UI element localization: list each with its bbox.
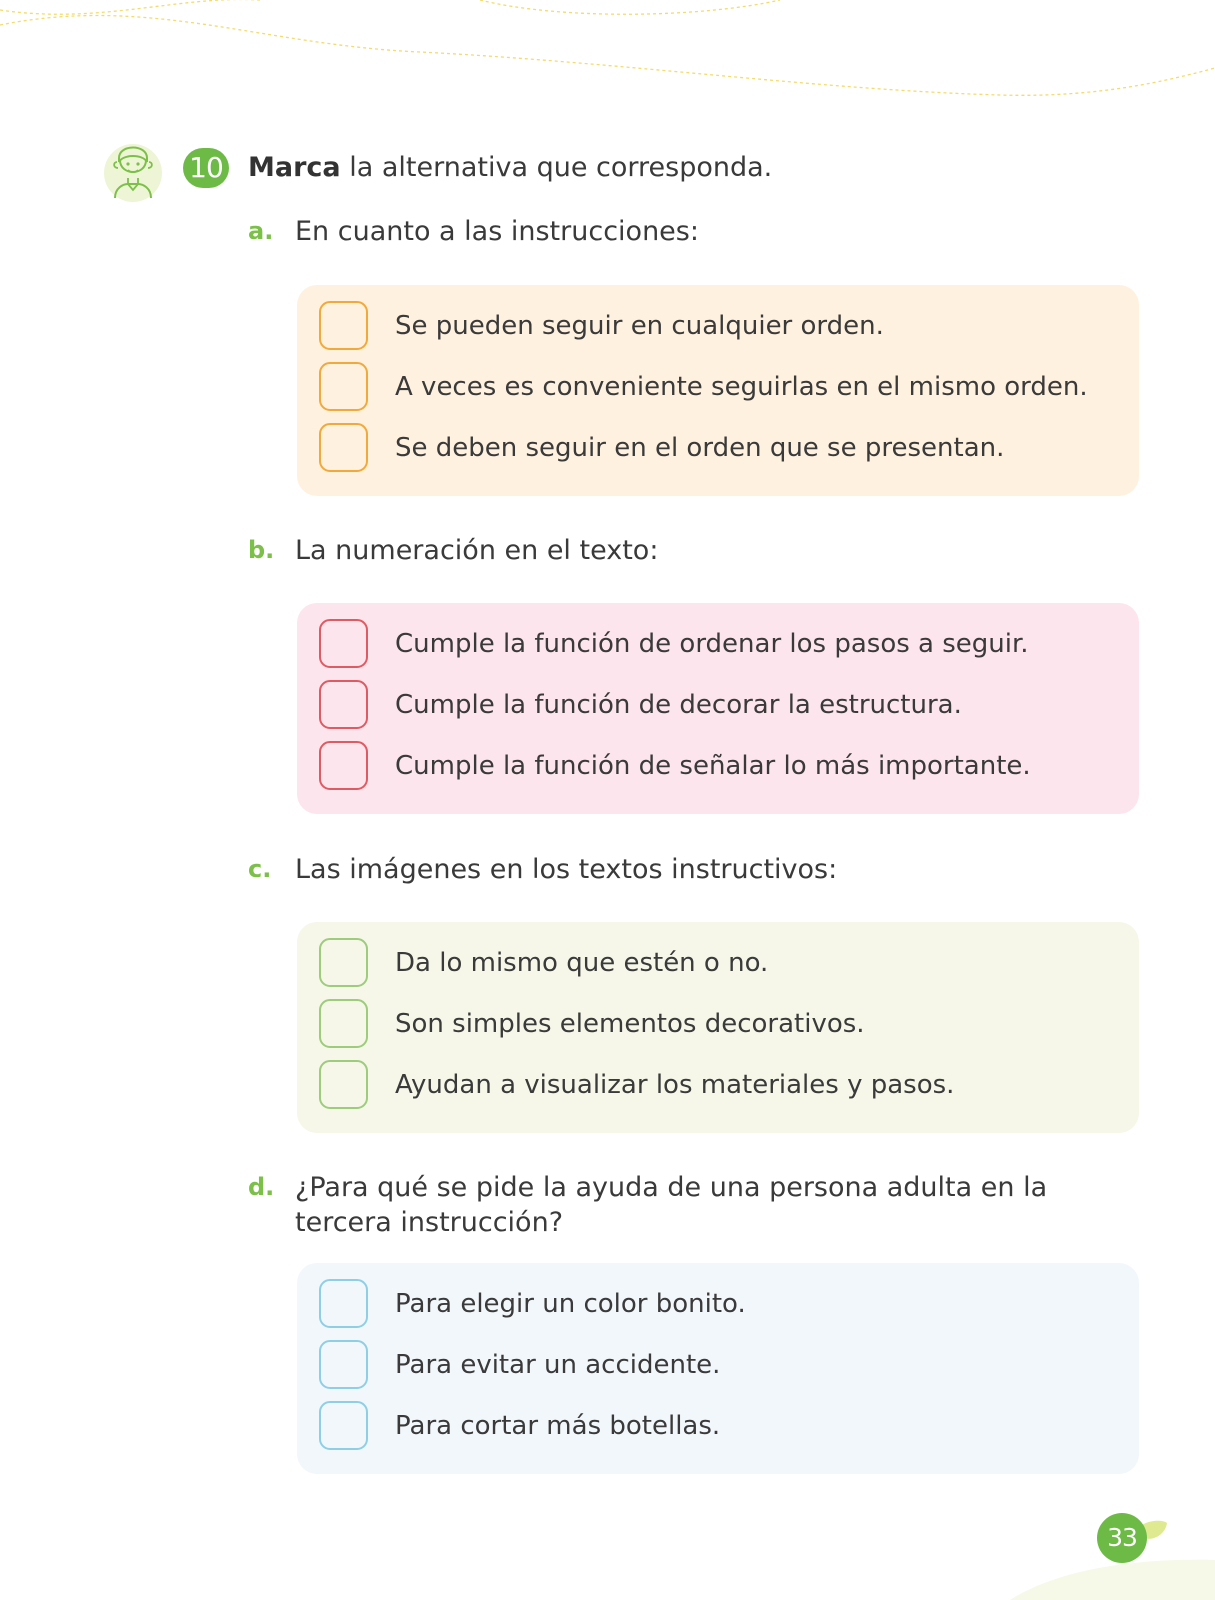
option-checkbox[interactable]: [319, 423, 368, 472]
option-label: Para evitar un accidente.: [395, 1350, 721, 1380]
question-a-heading: [248, 214, 1148, 249]
option-c-1: [319, 938, 1119, 992]
exercise-instruction: [248, 150, 772, 186]
question-c-options: [297, 922, 1139, 1133]
option-label: A veces es conveniente seguirlas en el mismo orden.: [395, 372, 1088, 402]
option-label: Da lo mismo que estén o no.: [395, 948, 769, 978]
option-checkbox[interactable]: [319, 1340, 368, 1389]
question-b-options: [297, 603, 1139, 814]
question-a-options: [297, 285, 1139, 496]
page-number: 33: [1097, 1513, 1147, 1563]
option-b-2: [319, 680, 1119, 734]
option-label: Cumple la función de decorar la estructura.: [395, 690, 962, 720]
option-checkbox[interactable]: [319, 1279, 368, 1328]
option-a-3: [319, 423, 1119, 477]
option-checkbox[interactable]: [319, 999, 368, 1048]
option-d-2: [319, 1340, 1119, 1394]
question-letter: a.: [248, 217, 274, 245]
question-text: ¿Para qué se pide la ayuda de una persona adulta en la tercera instrucción?: [295, 1172, 1048, 1238]
bottom-decoration: [0, 1500, 1215, 1600]
option-checkbox[interactable]: [319, 619, 368, 668]
option-checkbox[interactable]: [319, 1060, 368, 1109]
question-text: En cuanto a las instrucciones:: [295, 216, 699, 247]
option-b-3: [319, 741, 1119, 795]
question-d-options: [297, 1263, 1139, 1474]
option-a-1: [319, 301, 1119, 355]
option-label: Cumple la función de ordenar los pasos a seguir.: [395, 629, 1029, 659]
question-letter: c.: [248, 855, 272, 883]
question-c-heading: [248, 852, 1148, 887]
option-label: Son simples elementos decorativos.: [395, 1009, 865, 1039]
option-checkbox[interactable]: [319, 1401, 368, 1450]
question-letter: b.: [248, 536, 275, 564]
option-checkbox[interactable]: [319, 680, 368, 729]
option-d-1: [319, 1279, 1119, 1333]
option-c-3: [319, 1060, 1119, 1114]
question-text: Las imágenes en los textos instructivos:: [295, 854, 838, 885]
question-d-heading: [248, 1170, 1148, 1240]
option-checkbox[interactable]: [319, 301, 368, 350]
child-face-icon: [103, 140, 165, 202]
option-c-2: [319, 999, 1119, 1053]
option-label: Cumple la función de señalar lo más importante.: [395, 751, 1031, 781]
option-label: Se deben seguir en el orden que se presentan.: [395, 433, 1005, 463]
option-label: Para elegir un color bonito.: [395, 1289, 746, 1319]
option-b-1: [319, 619, 1119, 673]
option-checkbox[interactable]: [319, 741, 368, 790]
top-decoration: [0, 0, 1215, 110]
question-letter: d.: [248, 1173, 275, 1201]
option-label: Se pueden seguir en cualquier orden.: [395, 311, 884, 341]
option-label: Ayudan a visualizar los materiales y pasos.: [395, 1070, 955, 1100]
question-b-heading: [248, 533, 1148, 568]
option-checkbox[interactable]: [319, 938, 368, 987]
exercise-number-badge: 10: [183, 148, 229, 188]
option-a-2: [319, 362, 1119, 416]
instruction-text: la alternativa que corresponda.: [340, 152, 773, 183]
instruction-verb: Marca: [248, 152, 341, 183]
option-d-3: [319, 1401, 1119, 1455]
question-text: La numeración en el texto:: [295, 535, 659, 566]
option-label: Para cortar más botellas.: [395, 1411, 721, 1441]
option-checkbox[interactable]: [319, 362, 368, 411]
